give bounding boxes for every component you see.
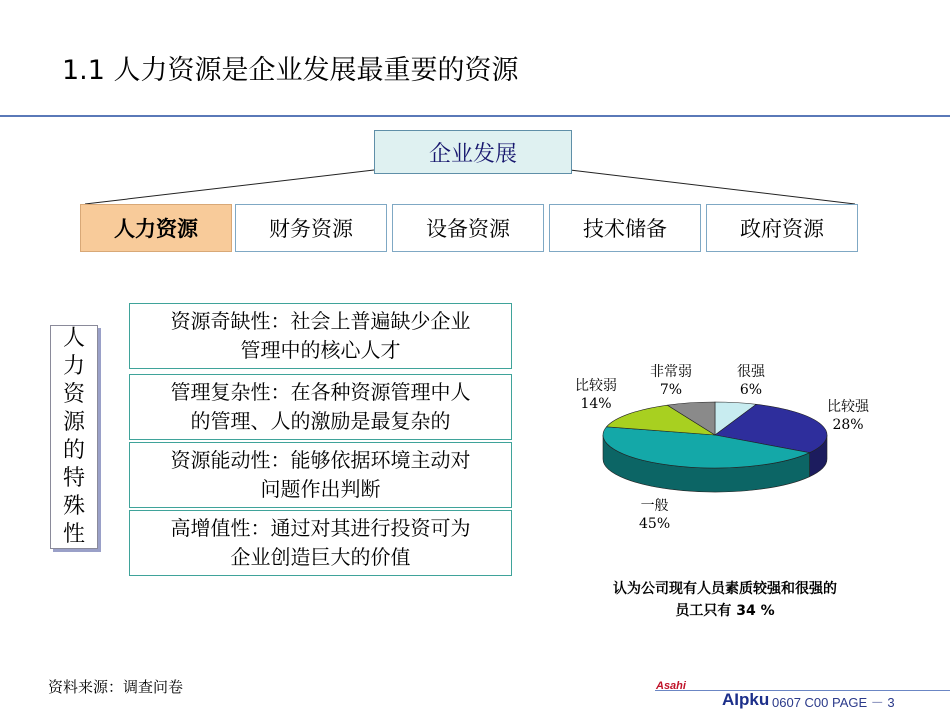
feature-scarcity xyxy=(129,303,512,369)
feature-line: 企业创造巨大的价值 xyxy=(230,545,411,569)
pie-label-very-weak: 非常弱 7% xyxy=(650,364,692,398)
vertical-char: 力 xyxy=(62,354,85,379)
feature-line: 资源能动性：能够依据环境主动对 xyxy=(170,448,471,472)
vertical-char: 性 xyxy=(62,522,85,547)
pie-label-strong: 比较强 28% xyxy=(827,399,869,433)
pie-label-average: 一般 45% xyxy=(639,498,671,532)
vertical-char: 源 xyxy=(62,410,85,435)
feature-initiative xyxy=(129,442,512,508)
page-footer: 0607 C00 PAGE － 3 xyxy=(772,695,895,710)
resource-equipment: 设备资源 xyxy=(392,204,544,252)
feature-complexity xyxy=(129,374,512,440)
feature-line: 资源奇缺性：社会上普遍缺少企业 xyxy=(170,309,471,333)
vertical-char: 的 xyxy=(62,438,85,463)
vertical-label-box xyxy=(50,325,98,549)
page-title: 1.1 人力资源是企业发展最重要的资源 xyxy=(62,55,519,86)
resource-financial: 财务资源 xyxy=(235,204,387,252)
feature-line: 的管理、人的激励是最复杂的 xyxy=(190,409,451,433)
asahi-logo: Asahi xyxy=(656,680,686,692)
pie-chart xyxy=(590,395,840,495)
vertical-char: 特 xyxy=(62,466,85,491)
feature-line: 高增值性：通过对其进行投资可为 xyxy=(170,516,471,540)
aipku-logo: AIpku xyxy=(722,690,770,709)
chart-caption: 认为公司现有人员素质较强和很强的 员工只有 34 % xyxy=(613,581,837,619)
resource-government: 政府资源 xyxy=(706,204,858,252)
source-note: 资料来源：调查问卷 xyxy=(48,678,184,696)
vertical-char: 人 xyxy=(62,326,85,351)
vertical-char: 殊 xyxy=(62,494,85,519)
enterprise-development-node: 企业发展 xyxy=(374,130,572,174)
resource-human: 人力资源 xyxy=(80,204,232,252)
feature-line: 问题作出判断 xyxy=(260,477,381,501)
feature-value-added xyxy=(129,510,512,576)
vertical-char: 资 xyxy=(62,382,85,407)
feature-line: 管理复杂性：在各种资源管理中人 xyxy=(170,380,471,404)
resource-technology: 技术储备 xyxy=(549,204,701,252)
pie-label-weak: 比较弱 14% xyxy=(575,378,617,412)
footer-divider xyxy=(655,690,950,691)
feature-line: 管理中的核心人才 xyxy=(240,338,401,362)
pie-label-very-strong: 很强 6% xyxy=(737,364,765,398)
